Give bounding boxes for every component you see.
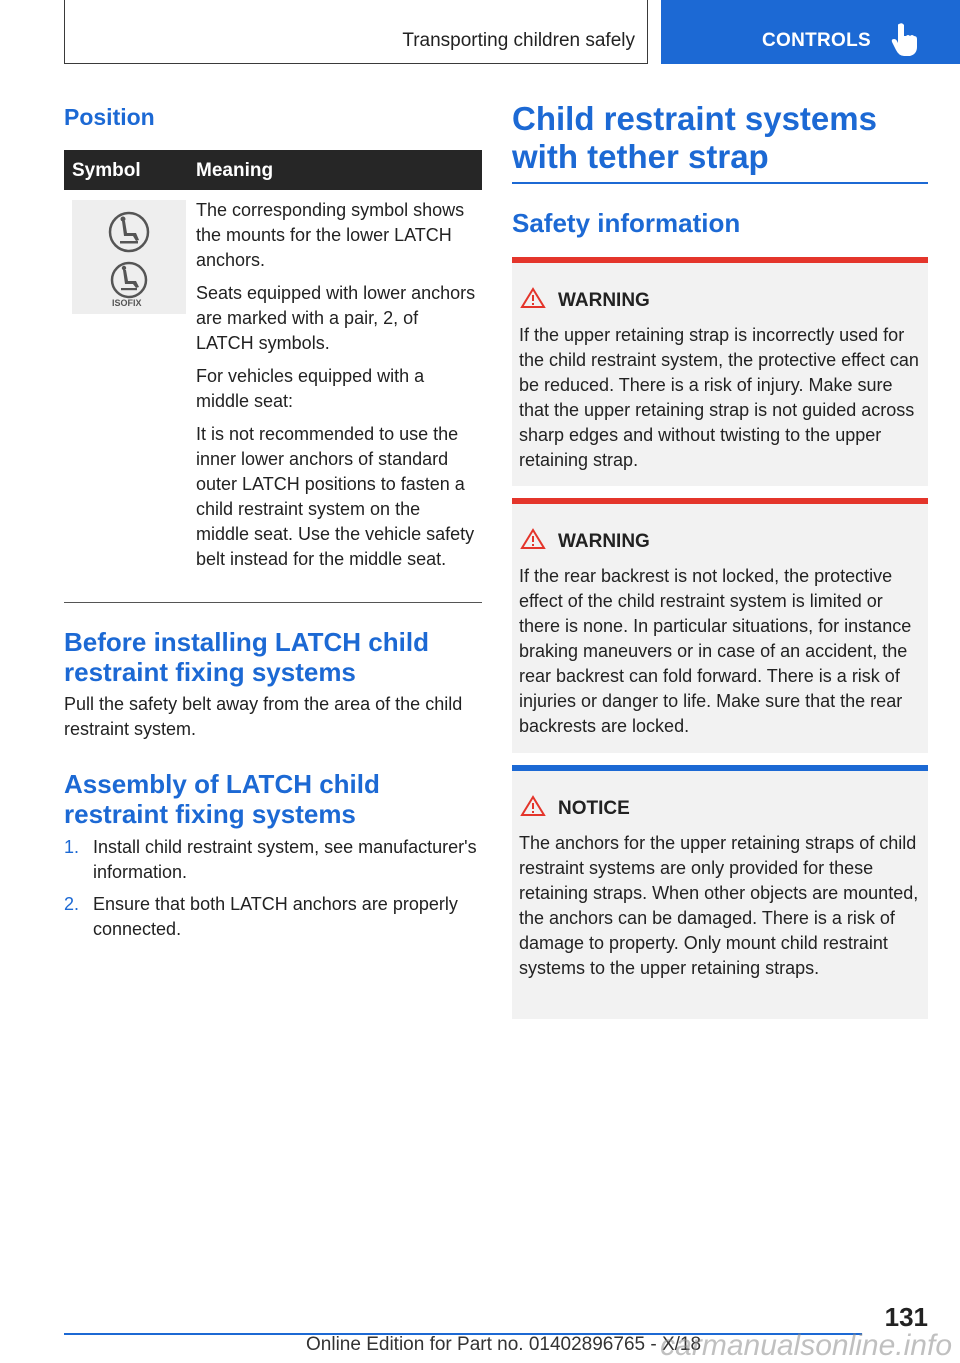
meaning-paragraph: For vehicles equipped with a middle seat:	[196, 366, 425, 411]
before-installing-heading: Before installing LATCH child restraint fixing systems	[64, 627, 429, 687]
section-title: Transporting children safely	[402, 30, 635, 51]
list-item	[64, 835, 482, 885]
notice-label: NOTICE	[558, 797, 630, 819]
table-row	[64, 190, 482, 603]
step-text: Install child restraint system, see manufacturer's information.	[93, 837, 477, 882]
warning-label: WARNING	[558, 530, 650, 552]
page-number: 131	[884, 1302, 928, 1332]
warning-box	[512, 257, 928, 486]
page-header	[0, 0, 960, 66]
meaning-paragraph: Seats equipped with lower anchors are marked with a pair, 2, of LATCH symbols.	[196, 283, 476, 353]
before-installing-text: Pull the safety belt away from the area of the child restraint system.	[64, 694, 463, 739]
warning-box	[512, 498, 928, 753]
warning-triangle-icon	[520, 528, 546, 550]
warning-text: If the upper retaining strap is incorrectly used for the child restraint system, the protective effect can be reduced. There is a risk of injury. Make sure that the upper retaining strap is not guided across sharp edges and without twisting to the upper retaining strap.	[519, 324, 919, 470]
symbol-table	[64, 150, 482, 603]
notice-triangle-icon	[520, 795, 546, 817]
list-item	[64, 892, 482, 942]
page-title: Child restraint systems with tether strap	[512, 100, 877, 175]
assembly-steps	[64, 835, 482, 942]
isofix-label: ISOFIX	[112, 298, 142, 308]
edition-text: Online Edition for Part no. 01402896765 - X/18	[306, 1334, 702, 1355]
meaning-cell	[196, 198, 476, 580]
child-seat-anchor-icon	[107, 210, 151, 254]
chapter-tab[interactable]	[661, 0, 960, 64]
warning-text: If the rear backrest is not locked, the protective effect of the child restraint system is limited or there is none. In particular situations, for instance braking maneuvers or in case of an accident, the rear backrest can fold forward. There is a risk of injuries or danger to life. Make sure that the rear backrests are locked.	[519, 565, 912, 736]
watermark: carmanualsonline.info	[660, 1329, 952, 1362]
right-column	[512, 100, 928, 1019]
chapter-label: CONTROLS	[762, 30, 872, 51]
warning-title	[520, 287, 650, 312]
pointing-hand-icon	[891, 22, 917, 56]
table-header-meaning: Meaning	[196, 160, 274, 181]
meaning-paragraph: The corresponding symbol shows the mounts for the lower LATCH anchors.	[196, 200, 465, 270]
before-installing-section	[64, 627, 482, 742]
table-header	[64, 150, 482, 190]
table-header-symbol: Symbol	[72, 160, 141, 181]
symbol-cell	[72, 200, 186, 314]
title-rule	[512, 182, 928, 184]
step-text: Ensure that both LATCH anchors are properly connected.	[93, 894, 458, 939]
warning-triangle-icon	[520, 287, 546, 309]
warning-title	[520, 528, 650, 553]
notice-box	[512, 765, 928, 1019]
step-number: 2.	[64, 894, 80, 914]
notice-text: The anchors for the upper retaining straps of child restraint systems are only provided for these retaining straps. When other objects are mounted, the anchors can be damaged. There is a risk of damage to property. Only mount child restraint systems to the upper retaining straps.	[519, 832, 919, 978]
meaning-paragraph: It is not recommended to use the inner lower anchors of standard outer LATCH positions to fasten a child restraint system on the middle seat. Use the vehicle safety belt instead for the middle seat.	[196, 424, 475, 569]
warning-label: WARNING	[558, 289, 650, 311]
safety-information-heading: Safety information	[512, 207, 741, 238]
step-number: 1.	[64, 837, 80, 857]
isofix-anchor-icon	[109, 260, 149, 300]
assembly-section	[64, 769, 482, 949]
section-tab	[64, 0, 648, 64]
notice-title	[520, 795, 630, 820]
assembly-heading: Assembly of LATCH child restraint fixing systems	[64, 769, 380, 829]
position-heading: Position	[64, 104, 155, 130]
